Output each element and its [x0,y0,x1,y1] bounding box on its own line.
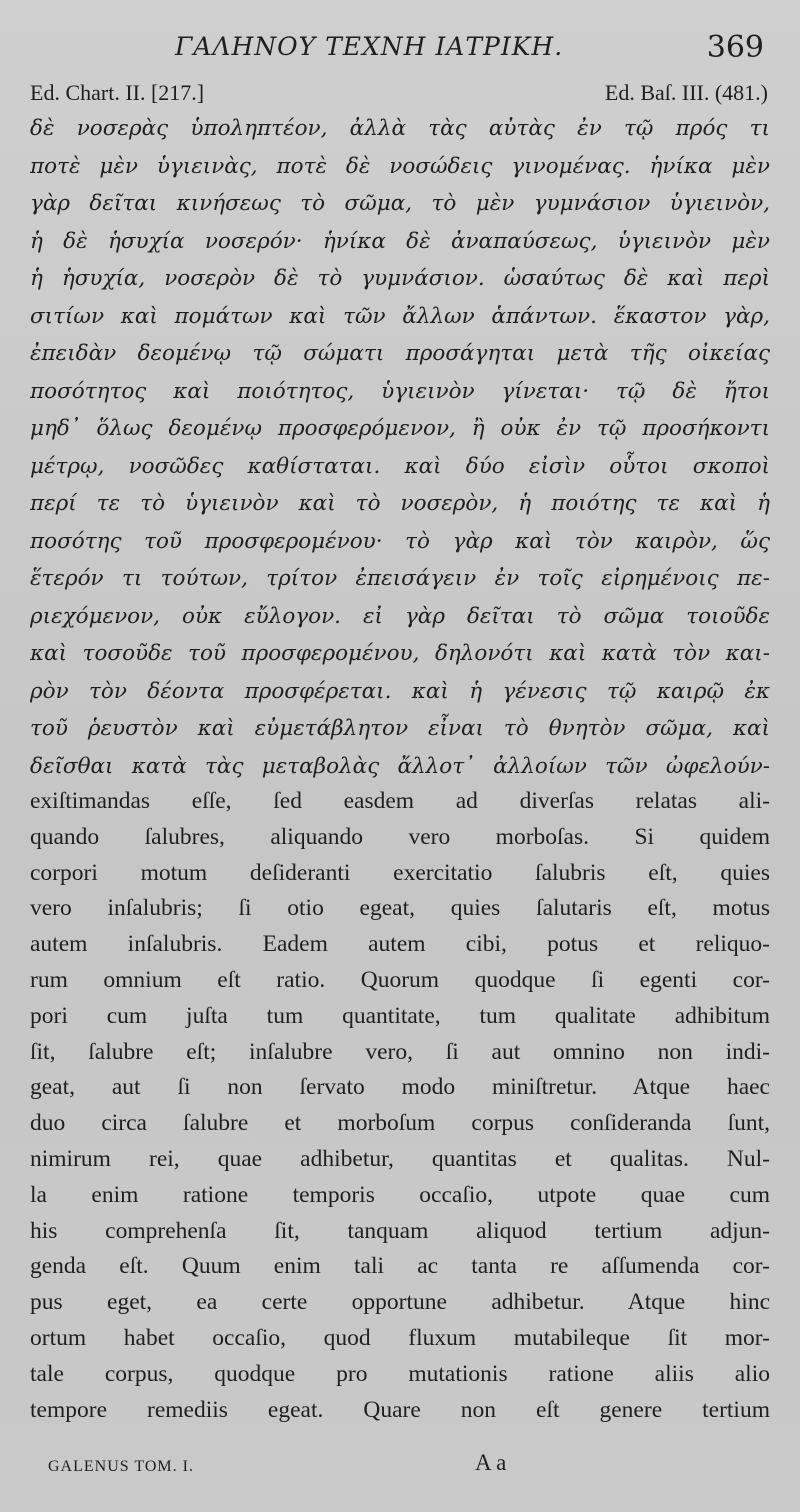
latin-text-line: vero inſalubris; ſi otio egeat, quies ſalutaris eſt, motus [30,895,770,922]
latin-text-line: pori cum juſta tum quantitate, tum qualitate adhibitum [30,1002,770,1029]
gathering-signature: A a [475,1450,507,1475]
edition-basel-ref: Ed. Baſ. III. (481.) [604,80,768,105]
page-footer [30,1446,770,1486]
edition-chartier-ref: Ed. Chart. II. [217.] [30,80,205,105]
running-title: ΓΑΛΗΝΟΥ ΤΕΧΝΗ ΙΑΤΡΙΚΗ. [175,32,564,61]
greek-text-line: γὰρ δεῖται κινήσεως τὸ σῶμα, τὸ μὲν γυμνάσιον ὑγιεινὸν, [30,191,770,216]
greek-text-line: ποσότητος καὶ ποιότητος, ὑγιεινὸν γίνεται· τῷ δὲ ἤτοι [30,378,770,404]
latin-text-line: nimirum rei, quae adhibetur, quantitas et qualitas. Nul- [30,1145,770,1172]
running-head [0,30,800,70]
edition-references [30,80,768,110]
latin-text-line: tempore remediis egeat. Quare non eſt genere tertium [30,1396,770,1423]
latin-text-block [30,784,770,1428]
greek-text-line: σιτίων καὶ πομάτων καὶ τῶν ἄλλων ἁπάντων. ἕκαστον γὰρ, [30,303,770,329]
greek-text-line: ἐπειδὰν δεομένῳ τῷ σώματι προσάγηται μετὰ τῆς οἰκείας [30,341,770,366]
latin-text-line: pus eget, ea certe opportune adhibetur. Atque hinc [30,1289,770,1316]
latin-text-line: geat, aut ſi non ſervato modo miniſtretur. Atque haec [30,1074,770,1101]
greek-text-line: ἡ ἡσυχία, νοσερὸν δὲ τὸ γυμνάσιον. ὡσαύτως δὲ καὶ περὶ [30,266,770,291]
greek-text-line: δὲ νοσερὰς ὑποληπτέον, ἀλλὰ τὰς αὐτὰς ἐν τῷ πρός τι [30,116,770,141]
greek-text-line: ποτὲ μὲν ὑγιεινὰς, ποτὲ δὲ νοσώδεις γινομένας. ἡνίκα μὲν [30,153,770,179]
latin-text-line: la enim ratione temporis occaſio, utpote quae cum [30,1181,770,1208]
greek-text-line: περί τε τὸ ὑγιεινὸν καὶ τὸ νοσερὸν, ἡ ποιότης τε καὶ ἡ [30,491,770,516]
latin-text-line: exiſtimandas eſſe, ſed easdem ad diverſas relatas ali- [30,788,770,814]
latin-text-line: rum omnium eſt ratio. Quorum quodque ſi egenti cor- [30,966,770,993]
latin-text-line: ſit, ſalubre eſt; inſalubre vero, ſi aut omnino non indi- [30,1038,770,1065]
latin-text-line: ortum habet occaſio, quod fluxum mutabileque ſit mor- [30,1324,770,1351]
latin-text-line: corpori motum deſideranti exercitatio ſalubris eſt, quies [30,859,770,886]
latin-text-line: tale corpus, quodque pro mutationis ratione aliis alio [30,1360,770,1387]
greek-text-line: ἡ δὲ ἡσυχία νοσερόν· ἡνίκα δὲ ἀναπαύσεως, ὑγιεινὸν μὲν [30,228,770,254]
greek-text-line: ρὸν τὸν δέοντα προσφέρεται. καὶ ἡ γένεσις τῷ καιρῷ ἐκ [30,678,770,704]
greek-text-line: μηδ᾽ ὅλως δεομένῳ προσφερόμενον, ἢ οὐκ ἐν τῷ προσήκοντι [30,416,770,441]
latin-text-line: genda eſt. Quum enim tali ac tanta re aſſumenda cor- [30,1253,770,1280]
latin-text-line: autem inſalubris. Eadem autem cibi, potus et reliquo- [30,931,770,958]
greek-text-line: ἕτερόν τι τούτων, τρίτον ἐπεισάγειν ἐν τοῖς εἰρημένοις πε- [30,566,770,591]
greek-text-block [30,110,770,785]
latin-text-line: duo circa ſalubre et morboſum corpus conſideranda ſunt, [30,1110,770,1137]
latin-text-line: his comprehenſa ſit, tanquam aliquod tertium adjun- [30,1217,770,1244]
page-number: 369 [706,30,764,65]
greek-text-line: τοῦ ῥευστὸν καὶ εὐμετάβλητον εἶναι τὸ θνητὸν σῶμα, καὶ [30,716,770,741]
greek-text-line: δεῖσθαι κατὰ τὰς μεταβολὰς ἄλλοτ᾽ ἀλλοίων τῶν ὠφελούν- [30,753,770,779]
greek-text-line: ριεχόμενον, οὐκ εὔλογον. εἰ γὰρ δεῖται τὸ σῶμα τοιοῦδε [30,603,770,629]
greek-text-line: μέτρῳ, νοσῶδες καθίσταται. καὶ δύο εἰσὶν οὗτοι σκοποὶ [30,453,770,479]
volume-signature: GALENUS TOM. I. [48,1458,194,1475]
greek-text-line: καὶ τοσοῦδε τοῦ προσφερομένου, δηλονότι καὶ κατὰ τὸν και- [30,641,770,666]
latin-text-line: quando ſalubres, aliquando vero morboſas. Si quidem [30,823,770,850]
greek-text-line: ποσότης τοῦ προσφερομένου· τὸ γὰρ καὶ τὸν καιρὸν, ὥς [30,528,770,554]
